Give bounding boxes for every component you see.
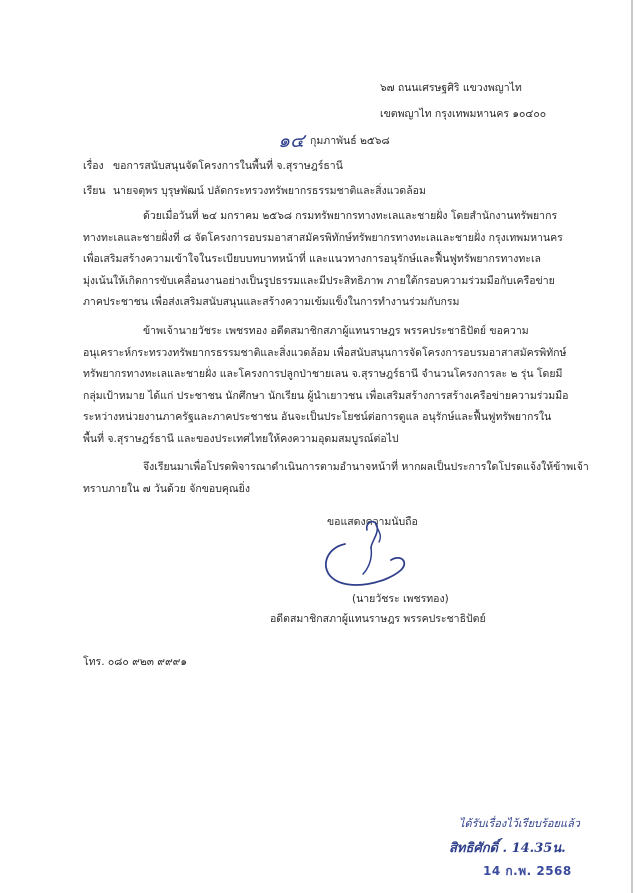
paragraph-line: ทางทะเลและชายฝั่งที่ ๘ จัดโครงการอบรมอาสาสมัครพิทักษ์ทรัพยากรทางทะเลและชายฝั่ง กรุงเทพมหานคร [83, 231, 563, 244]
paragraph-line: ทราบภายใน ๗ วันด้วย จักขอบคุณยิ่ง [83, 482, 250, 495]
receipt-date-stamp: 14 ก.พ. 2568 [483, 864, 572, 878]
date-day-handwritten: ๑๔ [278, 130, 305, 152]
receipt-signature-time: สิทธิศักดิ์ . 14.35น. [449, 841, 566, 856]
paragraph-line: ข้าพเจ้านายวัชระ เพชรทอง อดีตสมาชิกสภาผู้แทนราษฎร พรรคประชาธิปัตย์ ขอความ [143, 325, 529, 337]
paragraph-line: ด้วยเมื่อวันที่ ๒๔ มกราคม ๒๕๖๘ กรมทรัพยากรทางทะเลและชายฝั่ง โดยสำนักงานทรัพยากร [143, 210, 558, 222]
signer-name: (นายวัชระ เพชรทอง) [352, 593, 449, 605]
page-edge [631, 0, 633, 893]
paragraph-3 [83, 457, 589, 500]
paragraph-1 [83, 206, 563, 314]
signer-title: อดีตสมาชิกสภาผู้แทนราษฎร พรรคประชาธิปัตย์ [270, 613, 486, 625]
paragraph-line: เพื่อเสริมสร้างความเข้าใจในระเบียบบทบาทหน้าที่ และแนวทางการอนุรักษ์และฟื้นฟูทรัพยากรทางทะเล [83, 253, 541, 265]
phone-number: โทร. ๐๘๐ ๙๒๓ ๙๙๙๑ [83, 656, 187, 668]
closing-text: ขอแสดงความนับถือ [327, 516, 418, 528]
paragraph-line: ภาคประชาชน เพื่อส่งเสริมสนับสนุนและสร้างความเข้มแข็งในการทำงานร่วมกับกรม [83, 296, 460, 308]
paragraph-line: มุ่งเน้นให้เกิดการขับเคลื่อนงานอย่างเป็นรูปธรรมและมีประสิทธิภาพ ภายใต้กรอบความร่วมมือกับเครือข่าย [83, 274, 555, 287]
address-line-2: เขตพญาไท กรุงเทพมหานคร ๑๐๔๐๐ [380, 108, 547, 120]
paragraph-2 [83, 321, 569, 450]
receipt-note: ได้รับเรื่องไว้เรียบร้อยแล้ว [459, 817, 580, 830]
paragraph-line: อนุเคราะห์กระทรวงทรัพยากรธรรมชาติและสิ่งแวดล้อม เพื่อสนับสนุนการจัดโครงการอบรมอาสาสมัครพิทักษ์ [83, 346, 567, 359]
subject-label: เรื่อง [83, 160, 104, 172]
paragraph-line: กลุ่มเป้าหมาย ได้แก่ ประชาชน นักศึกษา นักเรียน ผู้นำเยาวชน เพื่อเสริมสร้างการสร้างเครือข่ายความร่วมมือ [83, 389, 569, 402]
to-label: เรียน [83, 185, 106, 197]
subject-text: ขอการสนับสนุนจัดโครงการในพื้นที่ จ.สุราษฎร์ธานี [113, 160, 343, 172]
to-text: นายจตุพร บุรุษพัฒน์ ปลัดกระทรวงทรัพยากรธรรมชาติและสิ่งแวดล้อม [113, 185, 426, 197]
paragraph-line: ทรัพยากรทางทะเลและชายฝั่ง และโครงการปลูกป่าชายเลน จ.สุราษฎร์ธานี จำนวนโครงการละ ๒ รุ่น โดยมี [83, 368, 563, 380]
paragraph-line: พื้นที่ จ.สุราษฎร์ธานี และของประเทศไทยให้คงความอุดมสมบูรณ์ต่อไป [83, 432, 399, 445]
date-month-year: กุมภาพันธ์ ๒๕๖๘ [310, 135, 390, 147]
address-line-1: ๖๗ ถนนเศรษฐศิริ แขวงพญาไท [380, 82, 522, 94]
paragraph-line: ระหว่างหน่วยงานภาครัฐและภาคประชาชน อันจะเป็นประโยชน์ต่อการดูแล อนุรักษ์และฟื้นฟูทรัพยากรใน [83, 411, 552, 423]
paragraph-line: จึงเรียนมาเพื่อโปรดพิจารณาดำเนินการตามอำนาจหน้าที่ หากผลเป็นประการใดโปรดแจ้งให้ข้าพเจ้า [143, 461, 589, 473]
handwritten-signature [305, 508, 415, 598]
